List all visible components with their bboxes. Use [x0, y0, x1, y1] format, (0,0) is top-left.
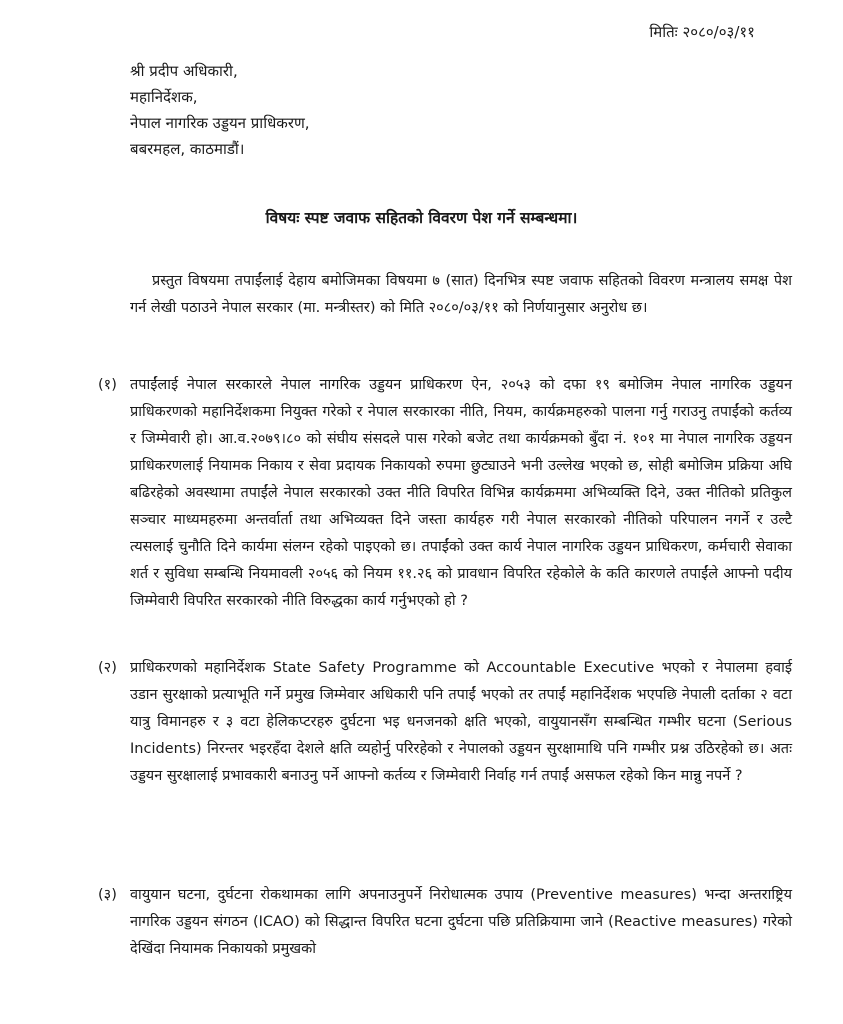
- item-number: (१): [98, 377, 117, 393]
- intro-paragraph: प्रस्तुत विषयमा तपाईंलाई देहाय बमोजिमका विषयमा ७ (सात) दिनभित्र स्पष्ट जवाफ सहितको विवरण मन्त्रालय समक्ष पेश गर्न लेखी पठाउने नेपाल सरकार (मा. मन्त्रीस्तर) को मिति २०८०/०३/११ को निर्णयानुसार अनुरोध छ।: [130, 273, 792, 316]
- item-text: वायुयान घटना, दुर्घटना रोकथामका लागि अपनाउनुपर्ने निरोधात्मक उपाय (Preventive measures) भन्दा अन्तराष्ट्रिय नागरिक उड्डयन संगठन (ICAO) को सिद्धान्त विपरित घटना दुर्घटना पछि प्रतिक्रियामा जाने (Reactive measures) गरेको देखिंदा नियामक निकायको प्रमुखको: [130, 887, 792, 957]
- item-number: (२): [98, 660, 117, 676]
- recipient-location: बबरमहल, काठमाडौं।: [130, 140, 245, 158]
- letter-subject: विषयः स्पष्ट जवाफ सहितको विवरण पेश गर्ने सम्बन्धमा।: [265, 209, 578, 227]
- list-item: [98, 882, 792, 963]
- recipient-name: श्री प्रदीप अधिकारी,: [130, 62, 238, 80]
- item-number: (३): [98, 887, 117, 903]
- recipient-organization: नेपाल नागरिक उड्डयन प्राधिकरण,: [130, 114, 310, 132]
- item-text: तपाईंलाई नेपाल सरकारले नेपाल नागरिक उड्डयन प्राधिकरण ऐन, २०५३ को दफा १९ बमोजिम नेपाल नागरिक उड्डयन प्राधिकरणको महानिर्देशकमा नियुक्त गरेको र नेपाल सरकारका नीति, नियम, कार्यक्रमहरुको पालना गर्नु गराउनु तपाईंको कर्तव्य र जिम्मेवारी हो। आ.व.२०७९।८० को संघीय संसदले पास गरेको बजेट तथा कार्यक्रमको बुँदा नं. १०१ मा नेपाल नागरिक उड्डयन प्राधिकरणलाई नियामक निकाय र सेवा प्रदायक निकायको रुपमा छुट्याउने भनी उल्लेख भएको छ, सोही बमोजिम प्रक्रिया अघि बढिरहेको अवस्थामा तपाईंले नेपाल सरकारको उक्त नीति विपरित विभिन्न कार्यक्रममा अभिव्यक्ति दिने, उक्त नीतिको प्रतिकुल सञ्चार माध्यमहरुमा अन्तर्वार्ता तथा अभिव्यक्त दिने जस्ता कार्यहरु गरी नेपाल सरकारको नीतिको परिपालन नगर्ने र उल्टै त्यसलाई चुनौति दिने कार्यमा संलग्न रहेको पाइएको छ। तपाईंको उक्त कार्य नेपाल नागरिक उड्डयन प्राधिकरण, कर्मचारी सेवाका शर्त र सुविधा सम्बन्धि नियमावली २०५६ को नियम ११.२६ को प्रावधान विपरित रहेकोले के कति कारणले तपाईंले आफ्नो पदीय जिम्मेवारी विपरित सरकारको नीति विरुद्धका कार्य गर्नुभएको हो ?: [130, 377, 792, 609]
- item-text: प्राधिकरणको महानिर्देशक State Safety Programme को Accountable Executive भएको र नेपालमा हवाई उडान सुरक्षाको प्रत्याभूति गर्ने प्रमुख जिम्मेवार अधिकारी पनि तपाईं भएको तर तपाईं महानिर्देशक भएपछि नेपाली दर्ताका २ वटा यात्रु विमानहरु र ३ वटा हेलिकप्टरहरु दुर्घटना भइ धनजनको क्षति भएको, वायुयानसँग सम्बन्धित गम्भीर घटना (Serious Incidents) निरन्तर भइरहँदा देशले क्षति व्यहोर्नु परिरहेको र नेपालको उड्डयन सुरक्षामाथि पनि गम्भीर प्रश्न उठिरहेको छ। अतः उड्डयन सुरक्षालाई प्रभावकारी बनाउनु पर्ने आफ्नो कर्तव्य र जिम्मेवारी निर्वाह गर्न तपाईं असफल रहेको किन मान्नु नपर्ने ?: [130, 660, 792, 784]
- list-item: [98, 655, 792, 790]
- letter-date: मितिः २०८०/०३/११: [649, 23, 755, 41]
- list-item: [98, 372, 792, 615]
- recipient-title: महानिर्देशक,: [130, 88, 198, 106]
- recipient-address: [130, 58, 310, 162]
